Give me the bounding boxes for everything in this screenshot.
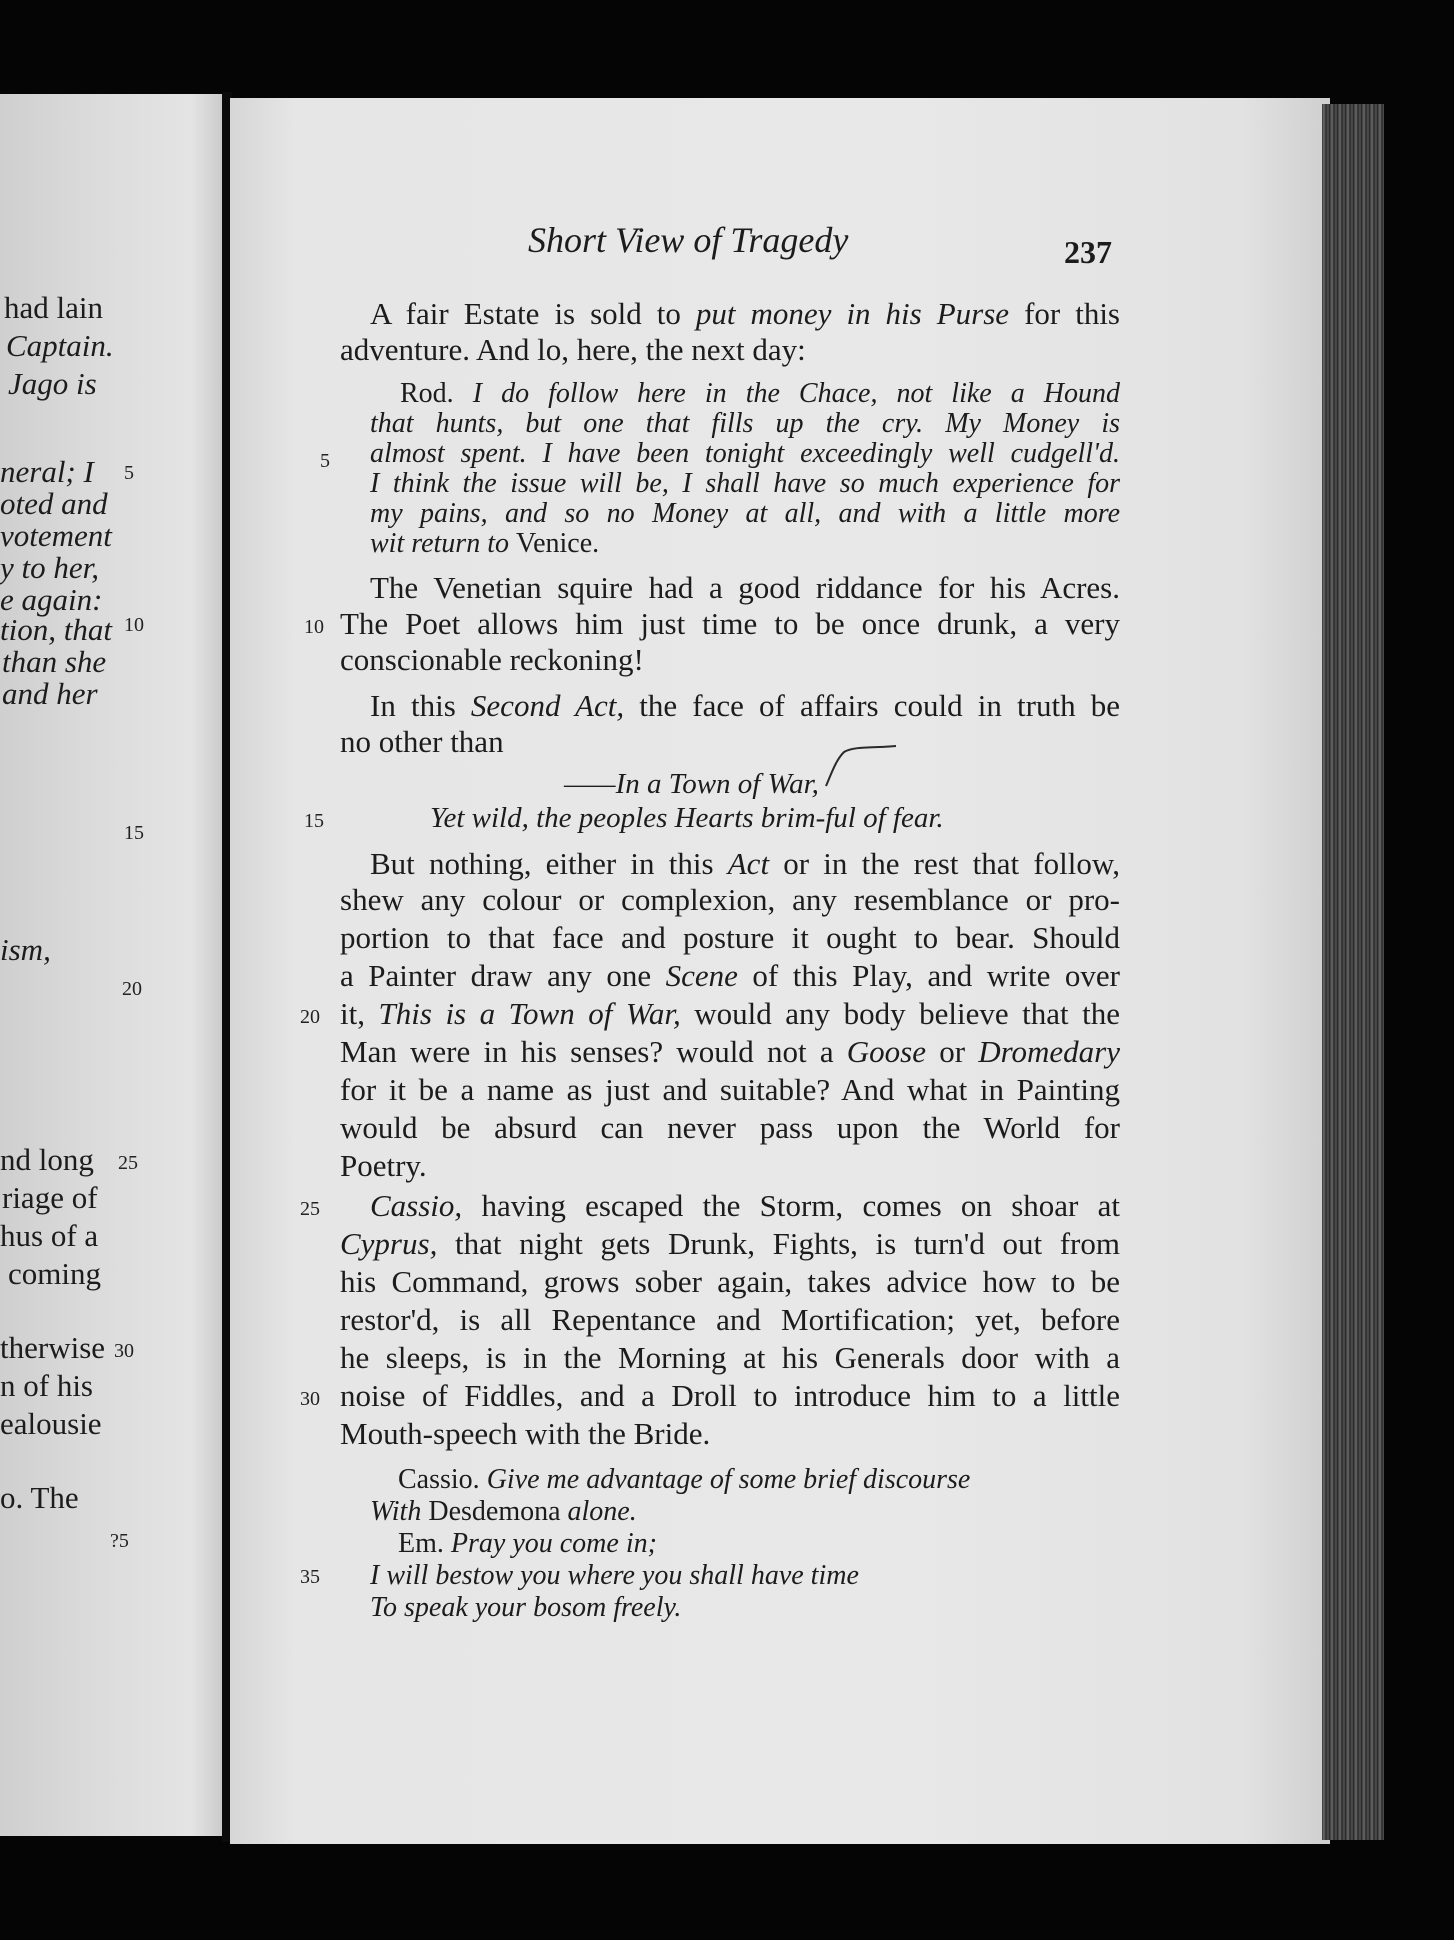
text-line: for it be a name as just and suitable? And what in Painting	[340, 1072, 1120, 1107]
text-line: The Poet allows him just time to be once drunk, a very	[340, 606, 1120, 641]
line-number: 15	[304, 810, 324, 832]
pen-mark	[822, 742, 902, 792]
quote-line: I will bestow you where you shall have time	[370, 1560, 859, 1591]
quote-line: that hunts, but one that fills up the cry. My Money is	[370, 408, 1120, 439]
left-line: oted and	[0, 486, 108, 521]
quote-line: Em. Pray you come in;	[398, 1528, 657, 1559]
text-line: portion to that face and posture it ought to bear. Should	[340, 920, 1120, 955]
text-line: But nothing, either in this Act or in the rest that follow,	[370, 846, 1120, 881]
left-line: ealousie	[0, 1406, 102, 1441]
text-line: it, This is a Town of War, would any body believe that the	[340, 996, 1120, 1031]
left-line: ism,	[0, 932, 51, 967]
quote-line: Rod. I do follow here in the Chace, not like a Hound	[400, 378, 1120, 409]
text-line: conscionable reckoning!	[340, 642, 644, 677]
quote-line: With Desdemona alone.	[370, 1496, 637, 1527]
text-line: The Venetian squire had a good riddance for his Acres.	[370, 570, 1120, 605]
text-line: Man were in his senses? would not a Goose or Dromedary	[340, 1034, 1121, 1069]
left-line: n of his	[0, 1368, 93, 1403]
left-line: e again:	[0, 582, 103, 617]
left-line-number: ?5	[110, 1530, 129, 1552]
quote-line: my pains, and so no Money at all, and with a little more	[370, 498, 1120, 529]
quote-line: Cassio. Give me advantage of some brief discourse	[398, 1464, 971, 1495]
left-line: and her	[2, 676, 98, 711]
left-line: tion, that	[0, 612, 112, 647]
text-line: his Command, grows sober again, takes advice how to be	[340, 1264, 1120, 1299]
text-line: he sleeps, is in the Morning at his Generals door with a	[340, 1340, 1120, 1375]
running-head: Short View of Tragedy	[528, 220, 849, 260]
left-line: Jago is	[8, 366, 97, 401]
book-page-edge	[1322, 104, 1384, 1840]
left-page-fragment	[0, 94, 225, 1836]
left-line-number: 15	[124, 822, 144, 844]
page-number: 237	[1064, 234, 1112, 270]
left-line: nd long	[0, 1142, 94, 1177]
quote-line: To speak your bosom freely.	[370, 1592, 682, 1623]
quote-line: wit return to Venice.	[370, 528, 600, 559]
line-number: 35	[300, 1566, 320, 1588]
text-line: Cyprus, that night gets Drunk, Fights, is turn'd out from	[340, 1226, 1120, 1261]
verse-line: Yet wild, the peoples Hearts brim-ful of fear.	[430, 802, 944, 834]
left-line-number: 25	[118, 1152, 138, 1174]
left-line: neral; I	[0, 454, 94, 489]
left-line-number: 10	[124, 614, 144, 636]
left-line: o. The	[0, 1480, 79, 1515]
verse-line: ——In a Town of War,	[564, 768, 819, 800]
text-line: would be absurd can never pass upon the World for	[340, 1110, 1120, 1145]
line-number: 30	[300, 1388, 320, 1410]
left-line-number: 20	[122, 978, 142, 1000]
line-number: 25	[300, 1198, 320, 1220]
text-line: noise of Fiddles, and a Droll to introduce him to a little	[340, 1378, 1120, 1413]
left-line: Captain.	[6, 328, 114, 363]
line-number: 10	[304, 616, 324, 638]
left-line: had lain	[4, 290, 103, 325]
left-line: y to her,	[0, 550, 100, 585]
left-line-number: 5	[124, 462, 134, 484]
text-line: restor'd, is all Repentance and Mortification; yet, before	[340, 1302, 1120, 1337]
text-line: shew any colour or complexion, any resemblance or pro-	[340, 882, 1120, 917]
left-line: votement	[0, 518, 112, 553]
text-line: adventure. And lo, here, the next day:	[340, 332, 806, 367]
text-line: Poetry.	[340, 1148, 427, 1183]
text-line: Mouth-speech with the Bride.	[340, 1416, 711, 1451]
text-line: In this Second Act, the face of affairs could in truth be	[370, 688, 1120, 723]
left-line: coming	[8, 1256, 101, 1291]
line-number: 5	[320, 450, 330, 472]
left-line: than she	[2, 644, 107, 679]
text-line: A fair Estate is sold to put money in his Purse for this	[370, 296, 1121, 331]
left-line-number: 30	[114, 1340, 134, 1362]
text-line: no other than	[340, 724, 504, 759]
left-line: hus of a	[0, 1218, 99, 1253]
left-line: riage of	[2, 1180, 98, 1215]
text-line: a Painter draw any one Scene of this Play, and write over	[340, 958, 1121, 993]
quote-line: I think the issue will be, I shall have so much experience for	[370, 468, 1120, 499]
text-line: Cassio, having escaped the Storm, comes on shoar at	[370, 1188, 1120, 1223]
quote-line: almost spent. I have been tonight exceedingly well cudgell'd.	[370, 438, 1120, 469]
left-line: therwise	[0, 1330, 106, 1365]
line-number: 20	[300, 1006, 320, 1028]
right-page	[230, 98, 1330, 1844]
